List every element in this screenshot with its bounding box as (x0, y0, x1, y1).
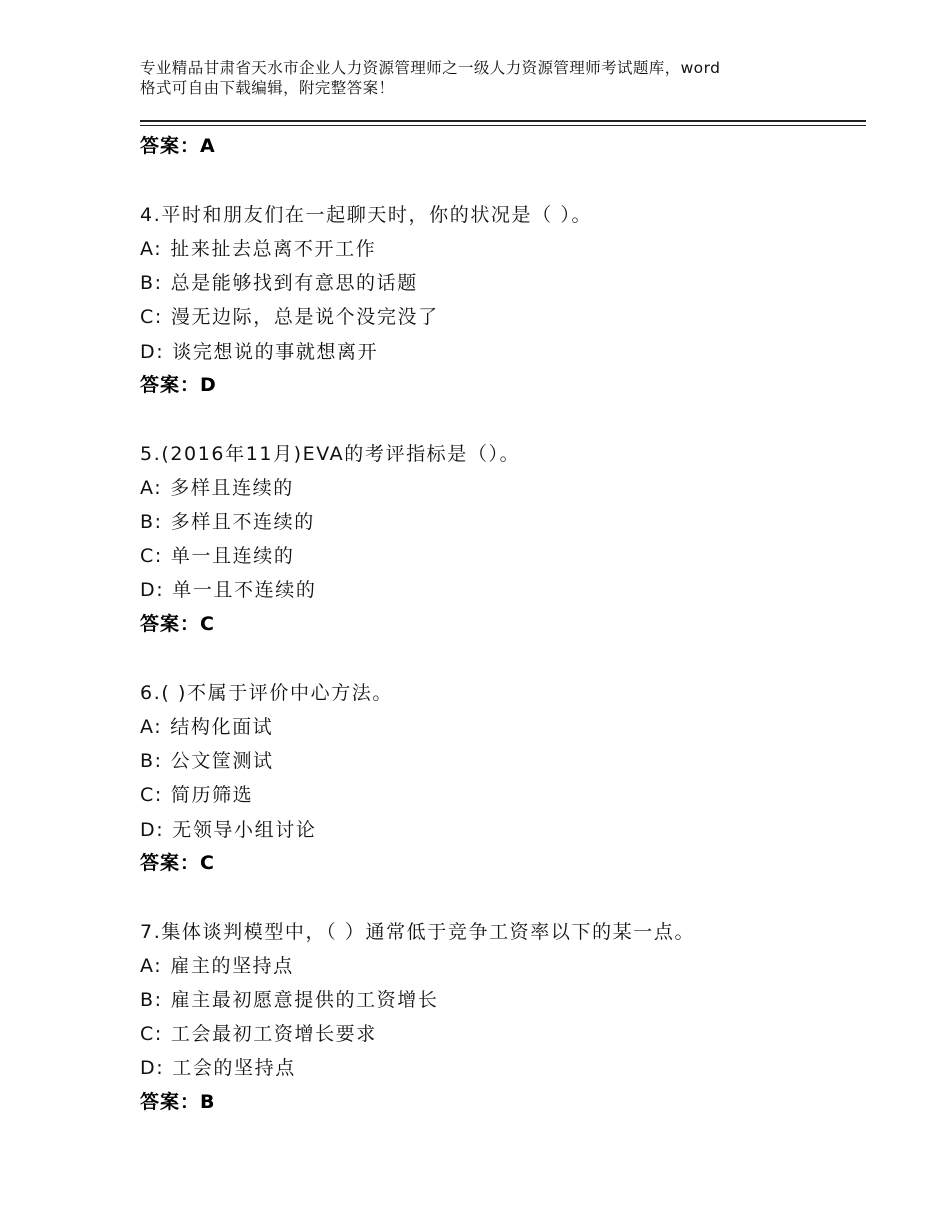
answer-label: 答案：C (140, 613, 215, 635)
option-letter: B: (140, 511, 163, 533)
option-letter: B: (140, 989, 163, 1011)
option-text: 雇主的坚持点 (170, 955, 294, 977)
option-letter: A: (140, 238, 163, 260)
question-stem: 5.(2016年11月)EVA的考评指标是（）。 (140, 443, 521, 465)
option-letter: C: (140, 306, 163, 328)
option-text: 漫无边际，总是说个没完没了 (170, 306, 439, 328)
question-stem: 7.集体谈判模型中，（ ）通常低于竞争工资率以下的某一点。 (140, 921, 696, 943)
option-text: 无领导小组讨论 (172, 819, 317, 841)
option-c (140, 541, 294, 568)
header-rule-thick (140, 120, 866, 122)
option-letter: A: (140, 477, 163, 499)
document-header (140, 58, 830, 98)
option-text: 雇主最初愿意提供的工资增长 (170, 989, 439, 1011)
option-a (140, 951, 294, 978)
option-text: 单一且不连续的 (172, 579, 317, 601)
option-b (140, 985, 438, 1012)
option-text: 扯来扯去总离不开工作 (170, 238, 377, 260)
option-text: 结构化面试 (170, 716, 274, 738)
option-letter: D: (140, 1057, 165, 1079)
option-a (140, 712, 273, 739)
option-d (140, 575, 316, 602)
option-letter: C: (140, 784, 163, 806)
option-d (140, 815, 316, 842)
answer-label: 答案：C (140, 852, 215, 874)
header-rule-thin (140, 125, 866, 126)
option-c (140, 302, 439, 329)
option-d (140, 337, 378, 364)
question-stem: 6.( )不属于评价中心方法。 (140, 682, 393, 704)
header-line-1: 专业精品甘肃省天水市企业人力资源管理师之一级人力资源管理师考试题库，word (140, 59, 721, 77)
option-text: 工会的坚持点 (172, 1057, 296, 1079)
option-text: 工会最初工资增长要求 (170, 1023, 377, 1045)
answer-label: 答案：B (140, 1091, 216, 1113)
option-d (140, 1053, 296, 1080)
option-letter: A: (140, 716, 163, 738)
option-text: 谈完想说的事就想离开 (172, 341, 379, 363)
answer-label: 答案：D (140, 374, 217, 396)
option-letter: D: (140, 819, 165, 841)
option-c (140, 780, 253, 807)
option-letter: C: (140, 545, 163, 567)
header-line-2: 格式可自由下载编辑，附完整答案！ (140, 79, 395, 97)
option-letter: D: (140, 341, 165, 363)
option-letter: B: (140, 272, 163, 294)
option-b (140, 746, 274, 773)
option-text: 单一且连续的 (170, 545, 295, 567)
option-text: 总是能够找到有意思的话题 (170, 272, 418, 294)
question-stem: 4.平时和朋友们在一起聊天时，你的状况是（ ）。 (140, 204, 593, 226)
option-letter: C: (140, 1023, 163, 1045)
option-text: 简历筛选 (170, 784, 254, 806)
previous-answer: 答案：A (140, 135, 216, 157)
option-b (140, 507, 315, 534)
option-text: 公文筐测试 (170, 750, 274, 772)
option-letter: B: (140, 750, 163, 772)
option-b (140, 268, 418, 295)
option-text: 多样且连续的 (170, 477, 294, 499)
option-text: 多样且不连续的 (170, 511, 315, 533)
option-a (140, 234, 376, 261)
option-letter: D: (140, 579, 165, 601)
option-c (140, 1019, 377, 1046)
option-a (140, 473, 294, 500)
option-letter: A: (140, 955, 163, 977)
